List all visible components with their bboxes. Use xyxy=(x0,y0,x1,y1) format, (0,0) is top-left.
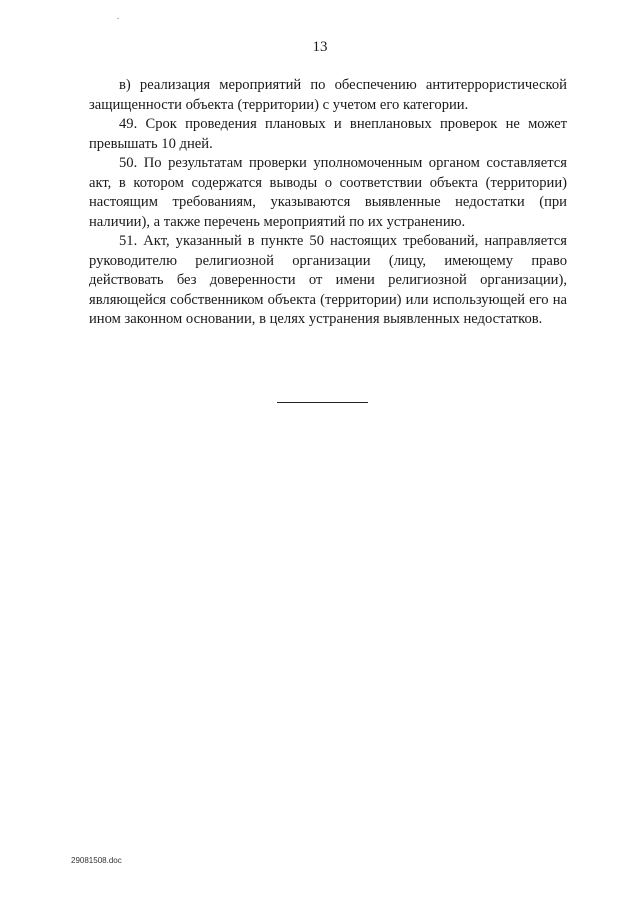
document-body xyxy=(89,76,567,330)
paragraph-item-49: 49. Срок проведения плановых и внеплановых проверок не может превышать 10 дней. xyxy=(89,116,567,152)
end-of-text-rule xyxy=(277,402,368,403)
page-number: 13 xyxy=(312,39,328,55)
paragraph-item-50: 50. По результатам проверки уполномоченным органом составляется акт, в котором содержатся выводы о соответствии объекта (территории) настоящим требованиям, указываются выявленные недостатки (при наличии), а также перечень мероприятий по их устранению. xyxy=(89,155,567,230)
scan-speck xyxy=(117,18,119,19)
paragraph-item-51: 51. Акт, указанный в пункте 50 настоящих требований, направляется руководителю религиозной организации (лицу, имеющему право действовать без доверенности от имени религиозной организации), являющейся собственником объекта (территории) или использующей его на ином законном основании, в целях устранения выявленных недостатков. xyxy=(89,233,567,327)
document-file-code: 29081508.doc xyxy=(71,856,122,865)
paragraph-item-v: в) реализация мероприятий по обеспечению антитеррористической защищенности объекта (территории) с учетом его категории. xyxy=(89,77,567,113)
